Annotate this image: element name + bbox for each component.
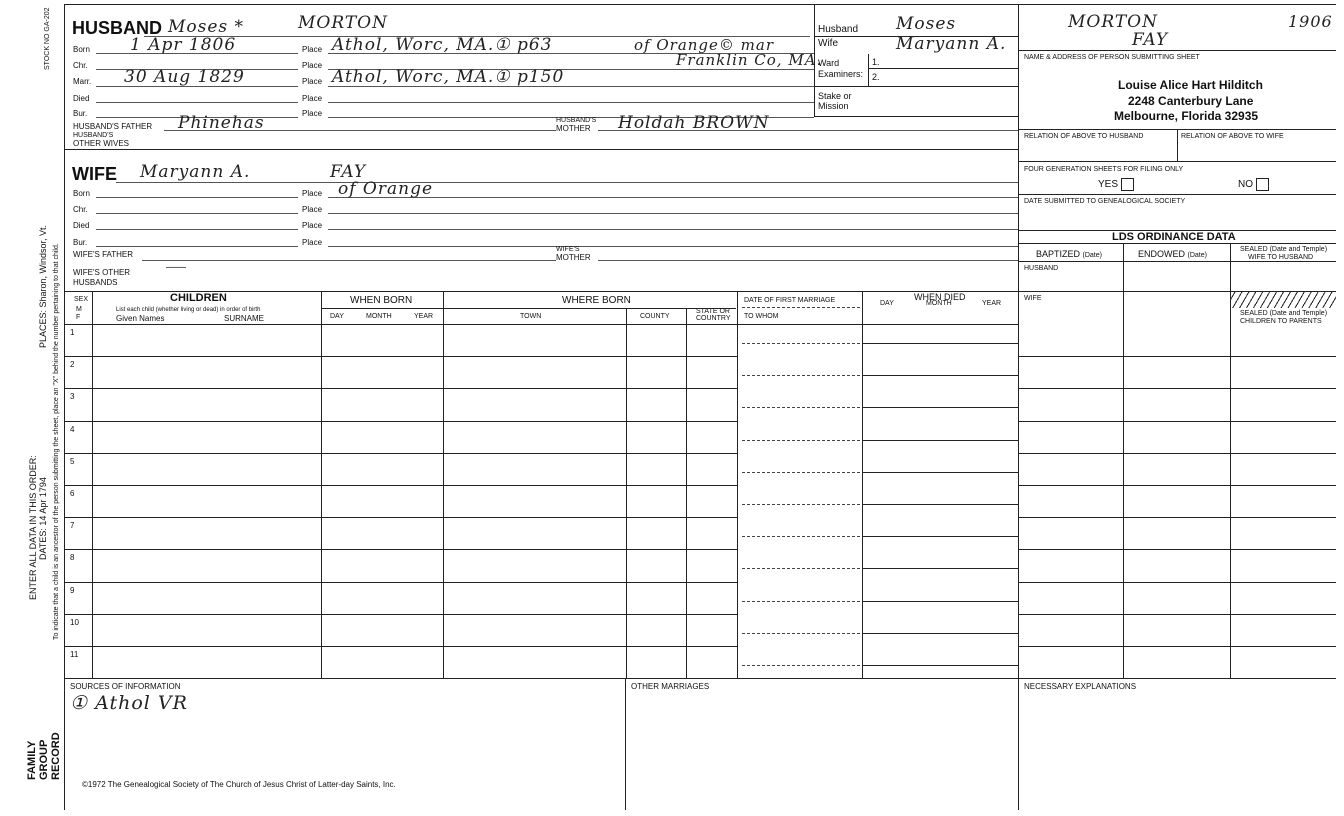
death-divider (862, 536, 1018, 537)
lds-wife-row: WIFE (1024, 295, 1042, 302)
examiner-1[interactable]: 1. (872, 57, 880, 67)
death-divider (862, 472, 1018, 473)
relation-husband-label: RELATION OF ABOVE TO HUSBAND (1024, 133, 1144, 140)
children-title: CHILDREN (170, 292, 227, 304)
order-note: ENTER ALL DATA IN THIS ORDER: (28, 455, 38, 600)
marriage-divider (742, 343, 860, 344)
wife-other-husbands-value[interactable]: —— (166, 262, 186, 273)
stock-number: STOCK NO GA-202 (44, 7, 51, 70)
yes-checkbox[interactable] (1121, 178, 1134, 191)
died-month: MONTH (926, 300, 952, 307)
death-divider (862, 633, 1018, 634)
first-marriage-label: DATE OF FIRST MARRIAGE (744, 297, 836, 304)
death-divider (862, 375, 1018, 376)
table-row[interactable] (92, 486, 1018, 516)
when-born-label: WHEN BORN (350, 295, 413, 306)
no-label: NO (1238, 179, 1253, 191)
table-row[interactable] (92, 422, 1018, 452)
child-row-number: 7 (70, 521, 75, 531)
lds-row-divider (1018, 614, 1336, 615)
lds-sealed-children-1: SEALED (Date and Temple) (1240, 310, 1328, 317)
sex-label: SEX (74, 296, 89, 303)
header-wife-label: Wife (818, 38, 838, 49)
husband-born-place-label: Place (302, 45, 323, 54)
header-husband-given[interactable]: Moses (896, 14, 957, 34)
death-divider (862, 440, 1018, 441)
marriage-divider (742, 665, 860, 666)
sex-m: M (76, 306, 82, 313)
husband-born-place[interactable]: Athol, Worc, MA.① p63 (332, 35, 553, 55)
when-died-label: WHEN DIED (914, 292, 966, 302)
date-submitted-label: DATE SUBMITTED TO GENEALOGICAL SOCIETY (1024, 198, 1186, 205)
table-row[interactable] (92, 583, 1018, 613)
relation-wife-label: RELATION OF ABOVE TO WIFE (1181, 133, 1284, 140)
husband-died-label: Died (73, 94, 90, 103)
sources-value[interactable]: ① Athol VR (70, 692, 188, 714)
husband-marr-label: Marr. (73, 77, 92, 86)
husband-marr-place-label: Place (302, 77, 323, 86)
child-row-number: 9 (70, 585, 75, 595)
other-marriages-label: OTHER MARRIAGES (631, 682, 710, 691)
wife-died-place-label: Place (302, 221, 323, 230)
lds-row-divider (1018, 485, 1336, 486)
wife-born-place[interactable]: of Orange (338, 179, 434, 199)
husband-died-place-label: Place (302, 94, 323, 103)
wife-chr-label: Chr. (73, 205, 88, 214)
husband-mother[interactable]: Holdah BROWN (618, 113, 770, 133)
children-note: List each child (whether living or dead) in order of birth (116, 307, 261, 313)
table-row[interactable] (92, 454, 1018, 484)
born-day: DAY (330, 313, 344, 320)
header-wife-given[interactable]: Maryann A. (896, 34, 1007, 54)
husband-other-wives-label-2: OTHER WIVES (73, 139, 130, 148)
given-names-label: Given Names (116, 314, 165, 323)
death-divider (862, 343, 1018, 344)
sources-label: SOURCES OF INFORMATION (70, 682, 181, 691)
lds-row-divider (1018, 453, 1336, 454)
death-divider (862, 504, 1018, 505)
child-row-number: 3 (70, 392, 75, 402)
child-row-number: 8 (70, 553, 75, 563)
state-label-1: STATE OR (696, 308, 730, 315)
header-husband-label: Husband (818, 24, 859, 35)
born-month: MONTH (366, 313, 392, 320)
death-divider (862, 601, 1018, 602)
marriage-divider (742, 407, 860, 408)
marriage-divider (742, 504, 860, 505)
wife-heading: WIFE (72, 164, 117, 184)
places-note: PLACES: Sharon, Windsor, Vt. (38, 224, 48, 348)
table-row[interactable] (92, 389, 1018, 419)
examiner-2[interactable]: 2. (872, 72, 880, 82)
marriage-divider (742, 536, 860, 537)
table-row[interactable] (92, 357, 1018, 387)
right-panel-border (1018, 4, 1019, 810)
child-row-number: 2 (70, 360, 75, 370)
child-row-number: 11 (70, 650, 79, 659)
lds-row-divider (1018, 517, 1336, 518)
wife-surname[interactable]: FAY (330, 162, 367, 182)
child-row-number: 4 (70, 424, 75, 434)
lds-endowed: ENDOWED (Date) (1138, 249, 1207, 259)
marriage-divider (742, 568, 860, 569)
wife-born-label: Born (73, 189, 90, 198)
wife-bur-label: Bur. (73, 238, 88, 247)
husband-chr-place-label: Place (302, 61, 323, 70)
husband-chr-label: Chr. (73, 61, 88, 70)
table-row[interactable] (92, 615, 1018, 645)
lds-hatched-cell (1230, 292, 1336, 308)
marriage-divider (742, 601, 860, 602)
ancestor-note: To indicate that a child is an ancestor of the person submitting the sheet, place an "X" behind the number pertaining to that child. (53, 243, 60, 640)
husband-marr-date[interactable]: 30 Aug 1829 (124, 67, 245, 87)
died-day: DAY (880, 300, 894, 307)
four-gen-label: FOUR GENERATION SHEETS FOR FILING ONLY (1024, 166, 1184, 173)
husband-born-place-note[interactable]: of Orange© mar (634, 36, 775, 54)
form-title-family: FAMILY (26, 740, 38, 780)
submitter-name[interactable]: Louise Alice Hart Hilditch (1118, 78, 1263, 92)
dates-note: DATES: 14 Apr 1794 (38, 477, 48, 560)
wife-died-label: Died (73, 221, 90, 230)
child-row-number: 10 (70, 617, 79, 627)
lds-row-divider (1018, 356, 1336, 357)
examiners-label: Examiners: (818, 69, 864, 79)
lds-husband-row: HUSBAND (1024, 265, 1059, 272)
yes-label: YES (1098, 179, 1119, 191)
husband-heading: HUSBAND (72, 18, 162, 38)
sex-f: F (76, 314, 81, 321)
table-row[interactable] (92, 325, 1018, 355)
husband-born-date[interactable]: 1 Apr 1806 (130, 35, 237, 55)
to-whom-label: TO WHOM (744, 313, 779, 320)
header-husband-surname[interactable]: MORTON (1068, 12, 1158, 32)
husband-mother-label-1: HUSBAND'S (556, 117, 597, 124)
husband-bur-place-label: Place (302, 109, 323, 118)
stake-label-2: Mission (818, 101, 849, 111)
lds-row-divider (1018, 582, 1336, 583)
husband-father-label: HUSBAND'S FATHER (73, 122, 153, 131)
four-gen-no[interactable] (1238, 178, 1269, 191)
wife-other-husbands-label-1: WIFE'S OTHER (73, 268, 131, 277)
wife-given-name[interactable]: Maryann A. (140, 162, 251, 182)
died-year: YEAR (982, 300, 1002, 307)
where-born-label: WHERE BORN (562, 295, 631, 306)
lds-sealed-wife-1: SEALED (Date and Temple) (1240, 246, 1328, 253)
no-checkbox[interactable] (1256, 178, 1269, 191)
wife-bur-place-label: Place (302, 238, 323, 247)
surname-label: SURNAME (224, 314, 265, 323)
husband-father[interactable]: Phinehas (178, 113, 265, 133)
marriage-divider (742, 440, 860, 441)
husband-bur-label: Bur. (73, 109, 88, 118)
husband-born-label: Born (73, 45, 90, 54)
husband-given-name[interactable]: Moses * (168, 17, 245, 37)
born-year: YEAR (414, 313, 434, 320)
top-border (64, 4, 1336, 5)
child-row-number: 1 (70, 328, 75, 337)
lds-sealed-children-2: CHILDREN TO PARENTS (1240, 318, 1322, 325)
submitter-street[interactable]: 2248 Canterbury Lane (1128, 94, 1254, 108)
lds-sealed-wife-2: WIFE TO HUSBAND (1248, 254, 1314, 261)
child-row-number: 6 (70, 489, 75, 498)
table-row[interactable] (92, 518, 1018, 548)
wife-mother-label-2: MOTHER (556, 253, 591, 262)
husband-marr-place[interactable]: Athol, Worc, MA.① p150 (332, 67, 565, 87)
lds-row-divider (1018, 549, 1336, 550)
husband-born-place-county[interactable]: Franklin Co, MA. (676, 51, 823, 69)
death-divider (862, 568, 1018, 569)
table-row[interactable] (92, 550, 1018, 580)
necessary-explanations-label: NECESSARY EXPLANATIONS (1024, 682, 1137, 691)
child-row-number: 5 (70, 456, 75, 466)
form-title-record: RECORD (50, 732, 62, 780)
marriage-divider (742, 472, 860, 473)
state-label-2: COUNTRY (696, 315, 731, 322)
marriage-divider (742, 375, 860, 376)
submitter-city[interactable]: Melbourne, Florida 32935 (1114, 109, 1259, 123)
lds-title: LDS ORDINANCE DATA (1112, 231, 1236, 243)
town-label: TOWN (520, 313, 542, 320)
header-wife-surname[interactable]: FAY (1132, 30, 1169, 50)
four-gen-yes[interactable] (1098, 178, 1134, 191)
husband-other-wives-label-1: HUSBAND'S (73, 132, 114, 139)
husband-surname[interactable]: MORTON (298, 13, 388, 33)
wife-chr-place-label: Place (302, 205, 323, 214)
wife-father-label: WIFE'S FATHER (73, 250, 134, 259)
submitter-label: NAME & ADDRESS OF PERSON SUBMITTING SHEET (1024, 54, 1200, 61)
wife-mother-label-1: WIFE'S (556, 246, 580, 253)
lds-row-divider (1018, 646, 1336, 647)
death-divider (862, 407, 1018, 408)
death-divider (862, 665, 1018, 666)
header-year-note[interactable]: 1906 (1288, 12, 1333, 31)
left-border (64, 4, 65, 810)
lds-row-divider (1018, 421, 1336, 422)
lds-baptized: BAPTIZED (Date) (1036, 249, 1102, 259)
county-label: COUNTY (640, 313, 670, 320)
husband-mother-label-2: MOTHER (556, 124, 591, 133)
form-title-group: GROUP (38, 739, 50, 780)
copyright: ©1972 The Genealogical Society of The Church of Jesus Christ of Latter-day Saints, Inc. (82, 780, 396, 789)
stake-label-1: Stake or (818, 91, 852, 101)
wife-other-husbands-label-2: HUSBANDS (73, 278, 118, 287)
marriage-divider (742, 633, 860, 634)
lds-row-divider (1018, 388, 1336, 389)
wife-born-place-label: Place (302, 189, 323, 198)
ward-label: Ward (818, 58, 840, 68)
table-row[interactable] (92, 647, 1018, 677)
